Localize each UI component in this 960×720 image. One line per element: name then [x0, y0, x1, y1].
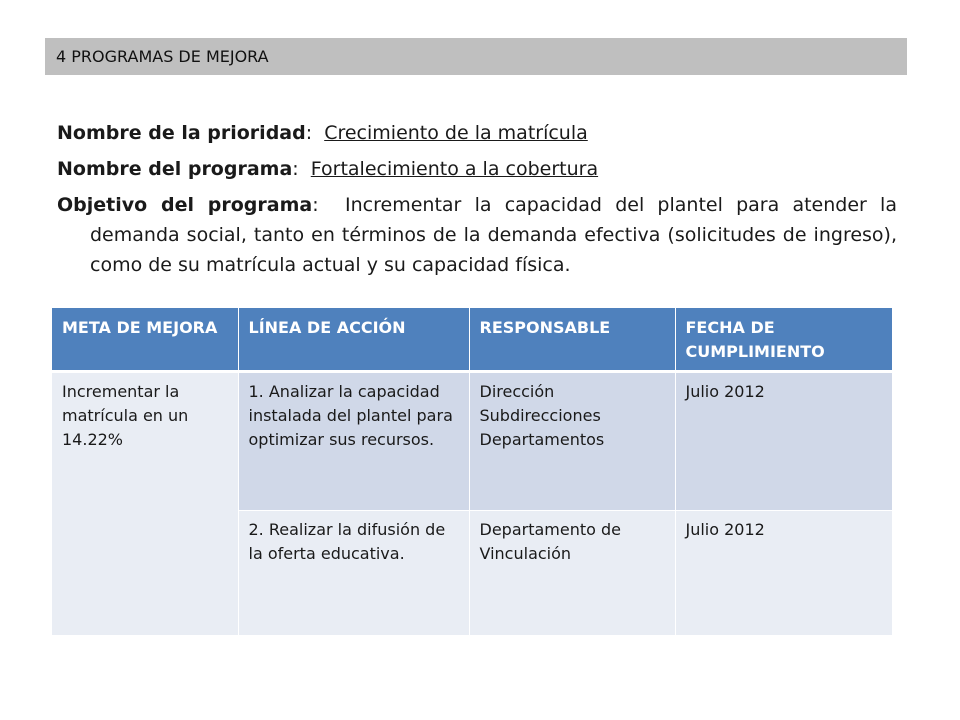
program-info	[57, 118, 897, 280]
responsible-item: Departamentos	[479, 430, 605, 449]
table-header-row	[52, 308, 892, 372]
objective-line: Objetivo del programa: Incrementar la capacidad del plantel para atender la demanda social, tanto en términos de la demanda efectiva (solicitudes de ingreso), como de su matrícula actual y su capacidad física.	[57, 194, 897, 276]
meta-cell: Incrementar la matrícula en un 14.22%	[52, 372, 238, 636]
program-label: Nombre del programa	[57, 158, 293, 180]
section-header	[45, 38, 907, 75]
header-responsible: RESPONSABLE	[469, 308, 675, 372]
responsible-item: Dirección	[479, 382, 555, 401]
priority-line: Nombre de la prioridad: Crecimiento de la matrícula	[57, 122, 588, 144]
date-cell: Julio 2012	[675, 372, 892, 511]
program-line: Nombre del programa: Fortalecimiento a la cobertura	[57, 158, 599, 180]
objective-value: Incrementar la capacidad del plantel para atender la demanda social, tanto en términos de la demanda efectiva (solicitudes de ingreso), como de su matrícula actual y su capacidad física.	[90, 194, 897, 276]
action-cell: 1. Analizar la capacidad instalada del plantel para optimizar sus recursos.	[238, 372, 469, 511]
priority-value: Crecimiento de la matrícula	[324, 122, 588, 144]
header-action: LÍNEA DE ACCIÓN	[238, 308, 469, 372]
action-cell: 2. Realizar la difusión de la oferta educativa.	[238, 511, 469, 636]
header-date: FECHA DE CUMPLIMIENTO	[675, 308, 892, 372]
priority-label: Nombre de la prioridad	[57, 122, 306, 144]
objective-label: Objetivo del programa	[57, 194, 313, 216]
table-row	[52, 372, 892, 511]
improvement-table	[52, 308, 893, 636]
responsible-cell	[469, 372, 675, 511]
responsible-item: Departamento de Vinculación	[479, 520, 621, 563]
responsible-item: Subdirecciones	[479, 406, 601, 425]
date-cell: Julio 2012	[675, 511, 892, 636]
section-title: 4 PROGRAMAS DE MEJORA	[56, 47, 269, 66]
responsible-cell	[469, 511, 675, 636]
header-meta: META DE MEJORA	[52, 308, 238, 372]
program-value: Fortalecimiento a la cobertura	[310, 158, 599, 180]
